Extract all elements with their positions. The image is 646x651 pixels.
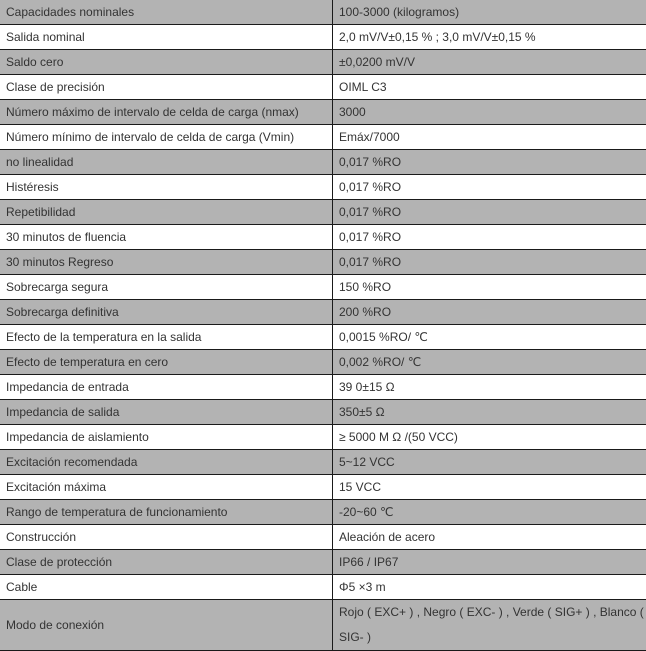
spec-label-cell: Excitación recomendada (0, 450, 333, 475)
table-row (0, 350, 646, 375)
spec-value-cell: 0,002 %RO/ ℃ (333, 350, 646, 375)
spec-label-cell: Impedancia de salida (0, 400, 333, 425)
spec-value-cell: 0,017 %RO (333, 225, 646, 250)
spec-label-cell: Clase de precisión (0, 75, 333, 100)
spec-value-cell: 0,017 %RO (333, 200, 646, 225)
table-row (0, 500, 646, 525)
spec-value-cell: Aleación de acero (333, 525, 646, 550)
spec-value-cell: -20~60 ℃ (333, 500, 646, 525)
table-row (0, 200, 646, 225)
spec-value-cell: IP66 / IP67 (333, 550, 646, 575)
spec-label-cell: Excitación máxima (0, 475, 333, 500)
spec-value-cell: ±0,0200 mV/V (333, 50, 646, 75)
table-row (0, 0, 646, 25)
spec-label-cell: Modo de conexión (0, 600, 333, 651)
spec-label-cell: Clase de protección (0, 550, 333, 575)
spec-value-cell: 200 %RO (333, 300, 646, 325)
spec-label-cell: Sobrecarga definitiva (0, 300, 333, 325)
table-row (0, 575, 646, 600)
table-row (0, 300, 646, 325)
spec-label-cell: Histéresis (0, 175, 333, 200)
table-row (0, 175, 646, 200)
spec-value-cell: 0,017 %RO (333, 250, 646, 275)
spec-value-cell: Rojo ( EXC+ ) , Negro ( EXC- ) , Verde ( SIG+ ) , Blanco ( SIG- ) (333, 600, 646, 651)
table-row (0, 550, 646, 575)
table-row (0, 425, 646, 450)
spec-value-cell: 3000 (333, 100, 646, 125)
spec-label-cell: Saldo cero (0, 50, 333, 75)
table-row (0, 525, 646, 550)
table-row (0, 250, 646, 275)
table-row (0, 75, 646, 100)
table-row (0, 225, 646, 250)
spec-value-cell: Φ5 ×3 m (333, 575, 646, 600)
spec-label-cell: Repetibilidad (0, 200, 333, 225)
spec-label-cell: Rango de temperatura de funcionamiento (0, 500, 333, 525)
table-row (0, 50, 646, 75)
spec-value-cell: 15 VCC (333, 475, 646, 500)
spec-value-cell: 0,0015 %RO/ ℃ (333, 325, 646, 350)
spec-label-cell: Impedancia de entrada (0, 375, 333, 400)
spec-label-cell: Cable (0, 575, 333, 600)
spec-value-cell: Emáx/7000 (333, 125, 646, 150)
spec-label-cell: Salida nominal (0, 25, 333, 50)
spec-label-cell: Número mínimo de intervalo de celda de carga (Vmin) (0, 125, 333, 150)
spec-label-cell: Sobrecarga segura (0, 275, 333, 300)
table-row (0, 600, 646, 651)
spec-value-cell: 0,017 %RO (333, 175, 646, 200)
table-row (0, 475, 646, 500)
spec-label-cell: Efecto de temperatura en cero (0, 350, 333, 375)
table-row (0, 100, 646, 125)
spec-value-cell: OIML C3 (333, 75, 646, 100)
spec-value-cell: ≥ 5000 M Ω /(50 VCC) (333, 425, 646, 450)
table-row (0, 375, 646, 400)
spec-value-cell: 2,0 mV/V±0,15 % ; 3,0 mV/V±0,15 % (333, 25, 646, 50)
spec-label-cell: Número máximo de intervalo de celda de carga (nmax) (0, 100, 333, 125)
table-row (0, 325, 646, 350)
spec-label-cell: Capacidades nominales (0, 0, 333, 25)
spec-label-cell: Impedancia de aislamiento (0, 425, 333, 450)
table-row (0, 450, 646, 475)
table-row (0, 25, 646, 50)
spec-value-cell: 39 0±15 Ω (333, 375, 646, 400)
spec-value-cell: 100-3000 (kilogramos) (333, 0, 646, 25)
spec-label-cell: Efecto de la temperatura en la salida (0, 325, 333, 350)
spec-label-cell: 30 minutos de fluencia (0, 225, 333, 250)
spec-label-cell: Construcción (0, 525, 333, 550)
table-row (0, 275, 646, 300)
spec-label-cell: no linealidad (0, 150, 333, 175)
spec-value-cell: 150 %RO (333, 275, 646, 300)
spec-label-cell: 30 minutos Regreso (0, 250, 333, 275)
table-row (0, 150, 646, 175)
spec-value-cell: 5~12 VCC (333, 450, 646, 475)
spec-value-cell: 0,017 %RO (333, 150, 646, 175)
table-row (0, 400, 646, 425)
spec-value-cell: 350±5 Ω (333, 400, 646, 425)
table-row (0, 125, 646, 150)
